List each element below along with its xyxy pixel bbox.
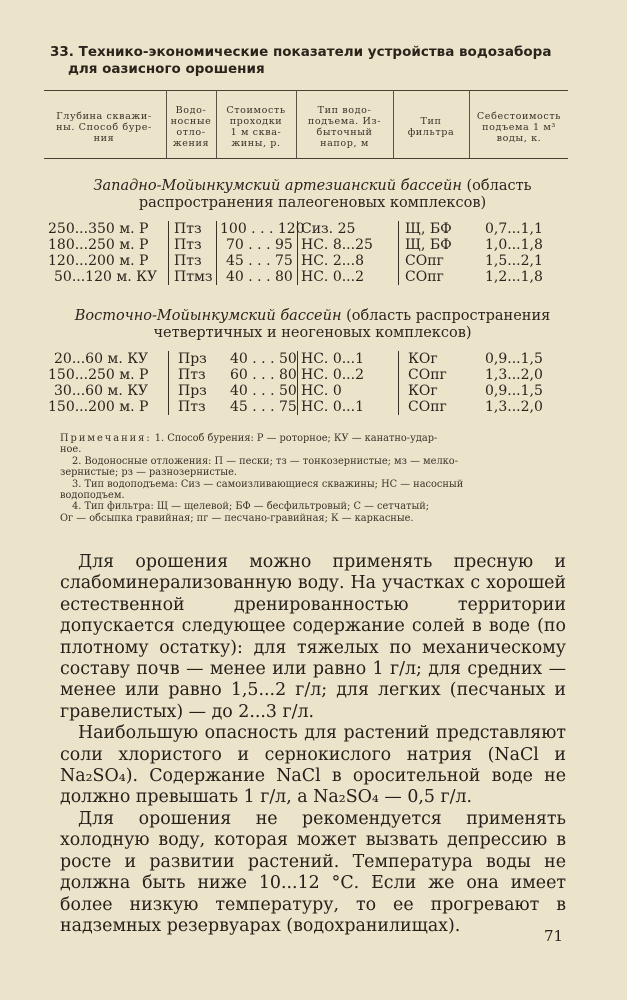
table-title-line2: для оазисного орошения (68, 61, 265, 77)
table-top-rule (44, 90, 568, 91)
cell-lift: НС. 8...25 (301, 237, 373, 253)
cell-deposits: Птз (174, 237, 202, 253)
header-depth-l2: ны. Способ буре- (56, 121, 152, 133)
header-lift-l1: Тип водо- (317, 105, 372, 116)
paragraph-3: Для орошения не рекомендуется применять холодную воду, которая может вызвать депрессию в росте и развитии растений. Температура воды не должна быть ниже 10...12 °С. Если же она имеет более низкую температуру, то ее прогревают в надземных резервуарах (водохранилищах). (60, 808, 566, 936)
header-deposits-l1: Водо- (175, 105, 207, 116)
table-notes (60, 433, 570, 524)
section-title-east-line2: четвертичных и неогеновых комплексов) (153, 325, 472, 341)
notes-label: Примечания: (60, 433, 152, 444)
header-filter-l1: Тип (420, 116, 442, 127)
cell-filter: КОг (408, 351, 438, 367)
section-title-east-italic: Восточно-Мойынкумский бассейн (74, 308, 342, 324)
header-lift-l2: подъема. Из- (307, 116, 382, 127)
cell-depth: 120...200 м. Р (48, 253, 149, 269)
header-lift-l4: напор, м (320, 138, 369, 149)
header-price-l2: подъема 1 м³ (482, 121, 556, 133)
column-rule (216, 221, 217, 285)
cell-deposits: Птз (174, 221, 202, 237)
cell-lift: НС. 2...8 (301, 253, 364, 269)
note-2: 2. Водоносные отложения: П — пески; тз — тонкозернистые; мз — мелко- (72, 455, 459, 467)
note-2-cont: зернистые; рз — разнозернистые. (60, 467, 237, 479)
column-rule (168, 351, 169, 415)
cell-filter: СОпг (405, 269, 444, 285)
cell-deposits: Прз (178, 351, 207, 367)
cell-cost: 100 . . . 120 (220, 221, 305, 237)
note-3: 3. Тип водоподъема: Сиз — самоизливающиеся скважины; НС — насосный (72, 478, 464, 490)
cell-cost: 40 . . . 50 (230, 351, 297, 367)
cell-depth: 250...350 м. Р (48, 221, 149, 237)
column-rule (168, 221, 169, 285)
page-number: 71 (544, 927, 564, 945)
column-rule (398, 221, 399, 285)
header-price-l1: Себестоимость (476, 110, 562, 122)
section-title-west-line2: распространения палеогеновых комплексов) (138, 195, 487, 211)
header-depth-l3: ния (93, 132, 115, 144)
header-lift-l3: быточный (316, 127, 373, 138)
cell-cost: 45 . . . 75 (226, 253, 293, 269)
cell-deposits: Прз (178, 383, 207, 399)
cell-filter: СОпг (408, 399, 447, 415)
cell-cost: 45 . . . 75 (230, 399, 297, 415)
header-filter (394, 96, 468, 158)
cell-filter: КОг (408, 383, 438, 399)
table-title-line1: 33. Технико-экономические показатели устройства водозабора (50, 44, 552, 60)
cell-price: 1,5...2,1 (485, 253, 543, 269)
cell-price: 0,9...1,5 (485, 351, 543, 367)
cell-cost: 40 . . . 50 (230, 383, 297, 399)
cell-deposits: Птз (174, 253, 202, 269)
table-title (50, 44, 590, 78)
cell-price: 1,2...1,8 (485, 269, 543, 285)
cell-deposits: Птз (178, 367, 206, 383)
section-title-east (40, 308, 585, 342)
cell-cost: 60 . . . 80 (230, 367, 297, 383)
note-3-cont: водоподъем. (60, 490, 125, 502)
cell-lift: НС. 0 (301, 383, 342, 399)
cell-depth: 150...250 м. Р (48, 367, 149, 383)
note-1: 1. Способ бурения: Р — роторное; КУ — канатно-удар- (151, 433, 438, 444)
column-rule (398, 351, 399, 415)
table-header-rule (44, 158, 568, 159)
note-4: 4. Тип фильтра: Щ — щелевой; БФ — бесфильтровый; С — сетчатый; (72, 501, 430, 513)
header-depth-l1: Глубина скважи- (56, 110, 152, 122)
cell-lift: НС. 0...1 (301, 351, 364, 367)
body-text (60, 552, 566, 937)
paragraph-1: Для орошения можно применять пресную и слабоминерализованную воду. На участках с хорошей естественной дренированностью территории допускается следующее содержание солей в воде (по плотному остатку): для тяжелых по механическому составу почв — менее или равно 1 г/л; для средних — менее или равно 1,5...2 г/л; для легких (песчаных и гравелистых) — до 2...3 г/л. (60, 552, 566, 722)
cell-deposits: Птз (178, 399, 206, 415)
header-price (470, 96, 568, 158)
cell-lift: НС. 0...1 (301, 399, 364, 415)
header-cost-l1: Стоимость (226, 105, 286, 116)
cell-filter: Щ, БФ (405, 221, 452, 237)
section-title-west-italic: Западно-Мойынкумский артезианский бассейн (93, 178, 462, 194)
header-cost-l4: жины, р. (231, 138, 281, 149)
header-deposits-l2: носные (170, 116, 212, 127)
header-deposits-l3: отло- (176, 127, 206, 138)
section-title-west (40, 178, 585, 212)
cell-depth: 30...60 м. КУ (54, 383, 149, 399)
note-4-cont: Ог — обсыпка гравийная; пг — песчано-гравийная; К — каркасные. (60, 512, 414, 524)
paragraph-2: Наибольшую опасность для растений представляют соли хлористого и сернокислого натрия (NaCl и Na₂SO₄). Содержание NaCl в оросительной воде не должно превышать 1 г/л, а Na₂SO₄ — 0,5 г/л. (60, 723, 566, 808)
cell-price: 1,3...2,0 (485, 367, 543, 383)
section-title-west-rest: (область (461, 178, 532, 194)
cell-lift: НС. 0...2 (301, 269, 364, 285)
section-title-east-rest: (область распространения (341, 308, 551, 324)
cell-price: 0,9...1,5 (485, 383, 543, 399)
cell-cost: 40 . . . 80 (226, 269, 293, 285)
cell-price: 0,7...1,1 (485, 221, 543, 237)
column-rule (297, 351, 298, 415)
cell-lift: Сиз. 25 (301, 221, 356, 237)
header-price-l3: воды, к. (496, 132, 542, 144)
note-1-cont: ное. (60, 444, 82, 456)
header-lift (297, 96, 392, 158)
cell-price: 1,3...2,0 (485, 399, 543, 415)
cell-deposits: Птмз (174, 269, 213, 285)
cell-price: 1,0...1,8 (485, 237, 543, 253)
cell-filter: СОпг (408, 367, 447, 383)
cell-cost: 70 . . . 95 (226, 237, 293, 253)
header-filter-l2: фильтра (407, 127, 455, 138)
cell-filter: СОпг (405, 253, 444, 269)
cell-filter: Щ, БФ (405, 237, 452, 253)
header-cost-l2: проходки (229, 116, 283, 127)
cell-depth: 180...250 м. Р (48, 237, 149, 253)
header-depth (44, 96, 164, 158)
header-deposits-l4: жения (172, 138, 210, 149)
header-deposits (167, 96, 215, 158)
header-cost-l3: 1 м сква- (230, 127, 282, 138)
cell-depth: 150...200 м. Р (48, 399, 149, 415)
cell-depth: 50...120 м. КУ (54, 269, 158, 285)
header-cost (217, 96, 295, 158)
cell-depth: 20...60 м. КУ (54, 351, 149, 367)
cell-lift: НС. 0...2 (301, 367, 364, 383)
